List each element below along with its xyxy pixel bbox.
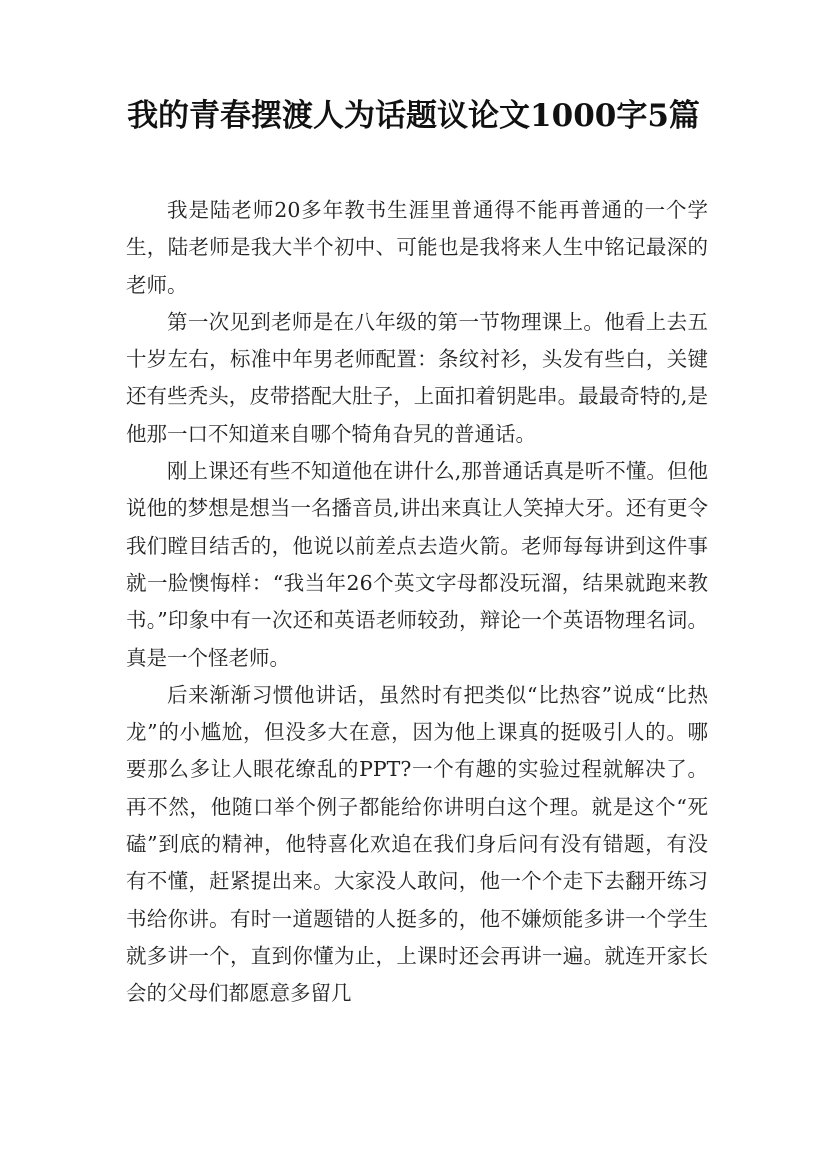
document-body — [126, 192, 708, 1013]
paragraph-1: 我是陆老师20多年教书生涯里普通得不能再普通的一个学生，陆老师是我大半个初中、可能也是我将来人生中铭记最深的老师。 — [126, 198, 708, 297]
document-title: 我的青春摆渡人为话题议论文1000字5篇 — [127, 98, 700, 134]
paragraph-3: 刚上课还有些不知道他在讲什么,那普通话真是听不懂。但他说他的梦想是想当一名播音员,讲出来真让人笑掉大牙。还有更令我们瞠目结舌的，他说以前差点去造火箭。老师每每讲到这件事就一脸懊悔样：“我当年26个英文字母都没玩溜，结果就跑来教书。”印象中有一次还和英语老师较劲，辩论一个英语物理名词。真是一个怪老师。 — [126, 459, 708, 670]
paragraph-4: 后来渐渐习惯他讲话，虽然时有把类似“比热容”说成“比热龙”的小尴尬，但没多大在意，因为他上课真的挺吸引人的。哪要那么多让人眼花缭乱的PPT?一个有趣的实验过程就解决了。再不然，他随口举个例子都能给你讲明白这个理。就是这个“死磕”到底的精神，他特喜化欢追在我们身后问有没有错题，有没有不懂，赶紧提出来。大家没人敢问，他一个个走下去翻开练习书给你讲。有时一道题错的人挺多的，他不嫌烦能多讲一个学生就多讲一个，直到你懂为止，上课时还会再讲一遍。就连开家长会的父母们都愿意多留几 — [126, 682, 708, 1006]
paragraph-2: 第一次见到老师是在八年级的第一节物理课上。他看上去五十岁左右，标准中年男老师配置：条纹衬衫，头发有些白，关键还有些秃头，皮带搭配大肚子，上面扣着钥匙串。最最奇特的,是他那一口不知道来自哪个犄角旮旯的普通话。 — [126, 309, 708, 446]
